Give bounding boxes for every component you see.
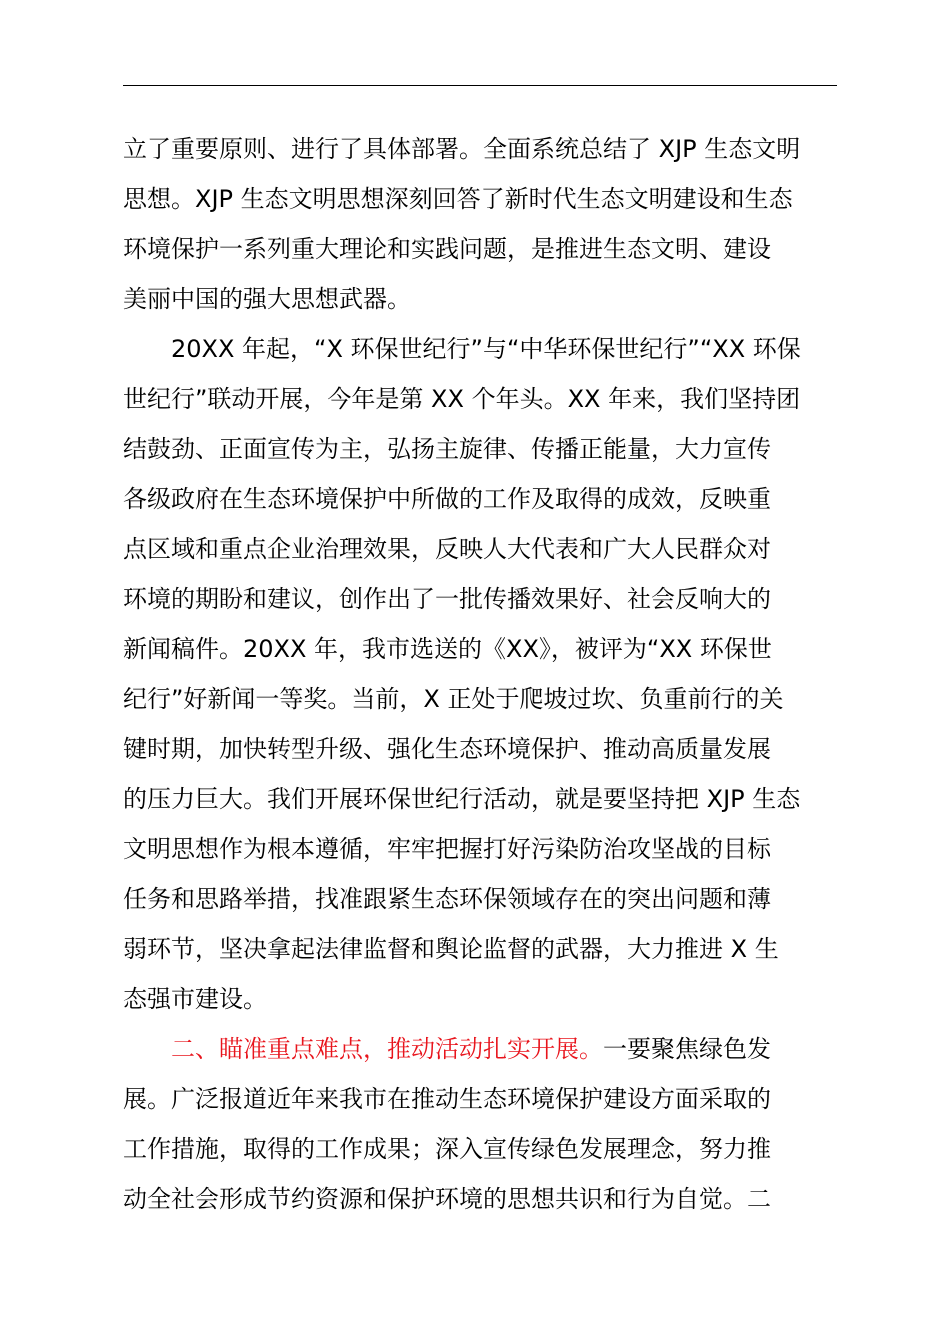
paragraph-2-line: 环境的期盼和建议，创作出了一批传播效果好、社会反响大的 <box>123 585 771 613</box>
paragraph-2-line: 点区域和重点企业治理效果，反映人大代表和广大人民群众对 <box>123 535 771 563</box>
paragraph-3-first-line <box>123 1024 837 1074</box>
paragraph-1 <box>123 124 837 324</box>
paragraph-2-line: 结鼓劲、正面宣传为主，弘扬主旋律、传播正能量，大力宣传 <box>123 435 771 463</box>
header-rule <box>123 85 837 86</box>
paragraph-2-line: 各级政府在生态环境保护中所做的工作及取得的成效，反映重 <box>123 485 771 513</box>
paragraph-1-line: 思想。XJP 生态文明思想深刻回答了新时代生态文明建设和生态 <box>123 185 793 213</box>
paragraph-2 <box>123 324 837 1024</box>
paragraph-2-line: 键时期，加快转型升级、强化生态环境保护、推动高质量发展 <box>123 735 771 763</box>
paragraph-3-line: 展。广泛报道近年来我市在推动生态环境保护建设方面采取的 <box>123 1085 771 1113</box>
paragraph-2-line: 世纪行”联动开展，今年是第 XX 个年头。XX 年来，我们坚持团 <box>123 385 801 413</box>
paragraph-1-line: 立了重要原则、进行了具体部署。全面系统总结了 XJP 生态文明 <box>123 135 801 163</box>
paragraph-1-line: 美丽中国的强大思想武器。 <box>123 285 411 313</box>
paragraph-2-line: 态强市建设。 <box>123 985 267 1013</box>
paragraph-2-line: 纪行”好新闻一等奖。当前，X 正处于爬坡过坎、负重前行的关 <box>123 685 784 713</box>
paragraph-2-line: 弱环节，坚决拿起法律监督和舆论监督的武器，大力推进 X 生 <box>123 935 779 963</box>
paragraph-2-line: 新闻稿件。20XX 年，我市选送的《XX》，被评为“XX 环保世 <box>123 635 772 663</box>
paragraph-3-line: 动全社会形成节约资源和保护环境的思想共识和行为自觉。二 <box>123 1185 771 1213</box>
section-heading: 二、瞄准重点难点，推动活动扎实开展。 <box>171 1035 603 1063</box>
paragraph-2-line: 20XX 年起，“X 环保世纪行”与“中华环保世纪行”“XX 环保 <box>171 335 801 363</box>
paragraph-3-lead-text: 一要聚焦绿色发 <box>603 1035 771 1063</box>
paragraph-3 <box>123 1024 837 1224</box>
paragraph-3-line: 工作措施，取得的工作成果；深入宣传绿色发展理念，努力推 <box>123 1135 771 1163</box>
paragraph-1-line: 环境保护一系列重大理论和实践问题，是推进生态文明、建设 <box>123 235 771 263</box>
paragraph-2-line: 的压力巨大。我们开展环保世纪行活动，就是要坚持把 XJP 生态 <box>123 785 801 813</box>
document-body <box>123 124 837 1224</box>
paragraph-2-line: 文明思想作为根本遵循，牢牢把握打好污染防治攻坚战的目标 <box>123 835 771 863</box>
paragraph-2-line: 任务和思路举措，找准跟紧生态环保领域存在的突出问题和薄 <box>123 885 771 913</box>
